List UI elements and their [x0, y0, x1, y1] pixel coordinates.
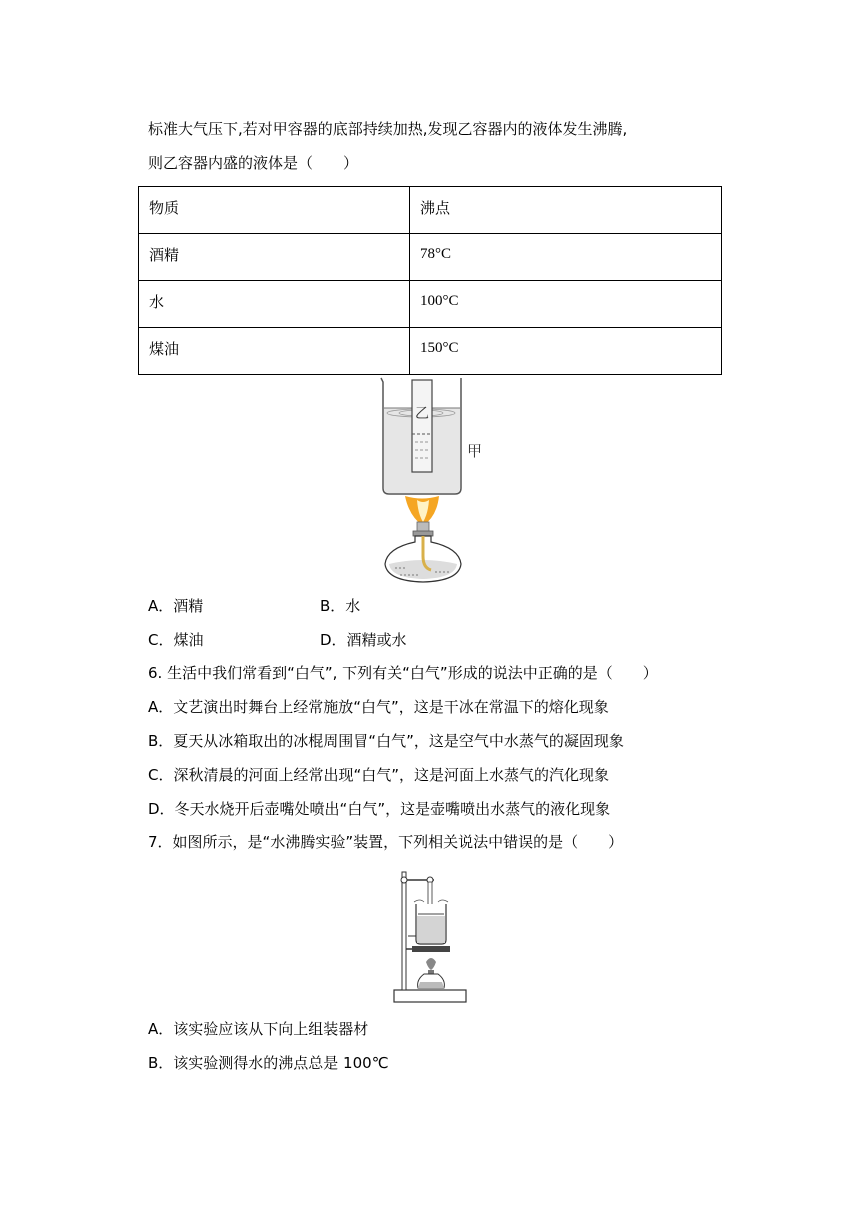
table-header-row: [139, 187, 722, 234]
question-5-text-line-2: 则乙容器内盛的液体是（ ）: [148, 154, 359, 172]
option-a[interactable]: A．酒精: [148, 597, 204, 615]
question-6-option-d[interactable]: D．冬天水烧开后壶嘴处喷出“白气”，这是壶嘴喷出水蒸气的液化现象: [148, 800, 611, 818]
question-6-option-a[interactable]: A．文艺演出时舞台上经常施放“白气”，这是干冰在常温下的熔化现象: [148, 698, 609, 716]
label-jia: 甲: [467, 442, 483, 460]
label-yi: 乙: [415, 406, 429, 422]
table-row: [139, 281, 722, 328]
table-cell-substance: 酒精: [139, 234, 410, 281]
boiling-water-apparatus-diagram: [390, 866, 470, 1006]
table-header-substance: 物质: [139, 187, 410, 234]
table-cell-boiling-point: 100°C: [410, 281, 722, 328]
option-b[interactable]: B．水: [320, 597, 361, 615]
question-5-text-line-1: 标准大气压下,若对甲容器的底部持续加热,发现乙容器内的液体发生沸腾,: [148, 120, 628, 138]
question-6-option-b[interactable]: B．夏天从冰箱取出的冰棍周围冒“白气”，这是空气中水蒸气的凝固现象: [148, 732, 624, 750]
question-7-stem: 7．如图所示，是“水沸腾实验”装置，下列相关说法中错误的是（ ）: [148, 833, 624, 851]
question-6-stem: 6. 生活中我们常看到“白气”, 下列有关“白气”形成的说法中正确的是（ ）: [148, 664, 658, 682]
table-cell-boiling-point: 78°C: [410, 234, 722, 281]
beaker-heating-diagram: [375, 376, 495, 586]
option-c[interactable]: C．煤油: [148, 631, 204, 649]
table-cell-boiling-point: 150°C: [410, 328, 722, 375]
table-row: [139, 328, 722, 375]
question-6-option-c[interactable]: C．深秋清晨的河面上经常出现“白气”，这是河面上水蒸气的汽化现象: [148, 766, 610, 784]
table-cell-substance: 水: [139, 281, 410, 328]
table-row: [139, 234, 722, 281]
table-cell-substance: 煤油: [139, 328, 410, 375]
question-7-option-a[interactable]: A．该实验应该从下向上组装器材: [148, 1020, 369, 1038]
boiling-point-table: [138, 186, 722, 375]
table-header-boiling-point: 沸点: [410, 187, 722, 234]
question-7-option-b[interactable]: B．该实验测得水的沸点总是 100℃: [148, 1054, 389, 1072]
option-d[interactable]: D．酒精或水: [320, 631, 407, 649]
